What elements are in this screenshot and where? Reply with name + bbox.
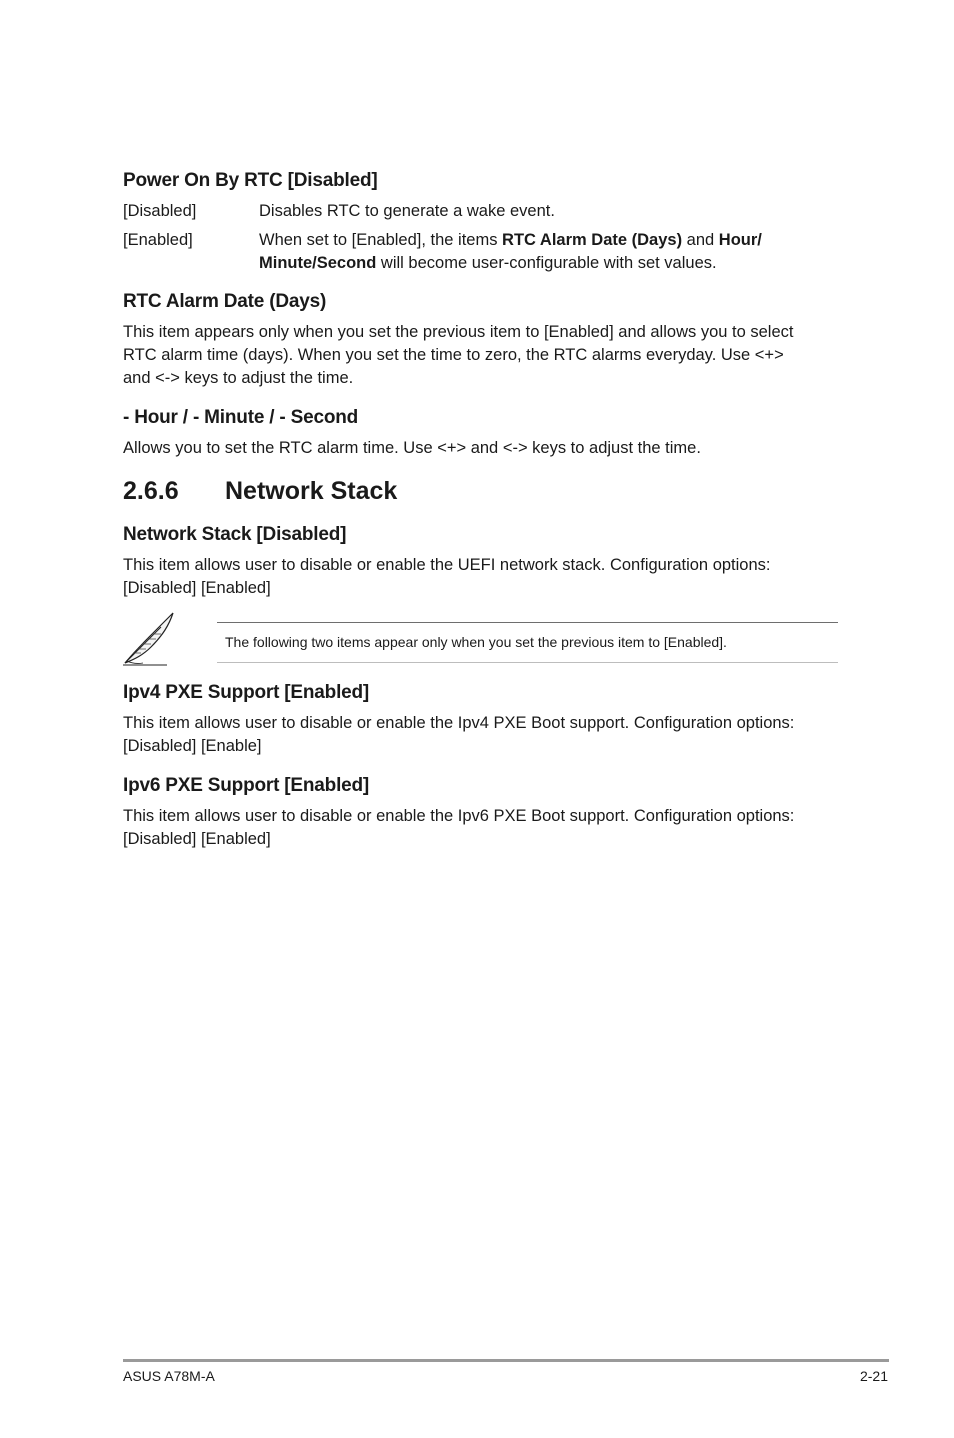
note-top-rule [217,622,838,623]
ipv4-line: This item allows user to disable or enable the Ipv4 PXE Boot support. Configuration options: [123,714,795,732]
ipv6-line: This item allows user to disable or enable the Ipv6 PXE Boot support. Configuration options: [123,807,795,825]
network-stack-line: [Disabled] [Enabled] [123,579,271,597]
network-stack-heading: Network Stack [Disabled] [123,524,347,545]
hour-minute-second-line: Allows you to set the RTC alarm time. Use <+> and <-> keys to adjust the time. [123,439,701,457]
option-desc-disabled: Disables RTC to generate a wake event. [259,202,555,220]
option-key-disabled: [Disabled] [123,202,197,220]
footer-page-number: 2-21 [859,1368,888,1384]
rtc-alarm-date-line: and <-> keys to adjust the time. [123,369,354,387]
ipv6-line: [Disabled] [Enabled] [123,830,271,848]
quill-pen-icon [121,609,181,667]
section-title: Network Stack [225,477,398,505]
option-desc-enabled-line1: When set to [Enabled], the items RTC Alarm Date (Days) and Hour/ [259,231,762,249]
hour-minute-second-heading: - Hour / - Minute / - Second [123,407,359,428]
note-bottom-rule [217,662,838,663]
footer-rule [123,1359,889,1362]
section-number: 2.6.6 [123,477,179,505]
option-key-enabled: [Enabled] [123,231,193,249]
footer-product: ASUS A78M-A [123,1368,215,1384]
rtc-alarm-date-line: This item appears only when you set the previous item to [Enabled] and allows you to select [123,323,794,341]
option-desc-enabled-line2: Minute/Second will become user-configurable with set values. [259,254,717,272]
rtc-alarm-date-heading: RTC Alarm Date (Days) [123,291,327,312]
ipv4-line: [Disabled] [Enable] [123,737,262,755]
ipv6-heading: Ipv6 PXE Support [Enabled] [123,775,370,796]
note-text: The following two items appear only when you set the previous item to [Enabled]. [225,634,727,650]
rtc-alarm-date-line: RTC alarm time (days). When you set the time to zero, the RTC alarms everyday. Use <+> [123,346,784,364]
power-on-rtc-heading: Power On By RTC [Disabled] [123,170,378,191]
ipv4-heading: Ipv4 PXE Support [Enabled] [123,682,370,703]
network-stack-line: This item allows user to disable or enable the UEFI network stack. Configuration options: [123,556,771,574]
